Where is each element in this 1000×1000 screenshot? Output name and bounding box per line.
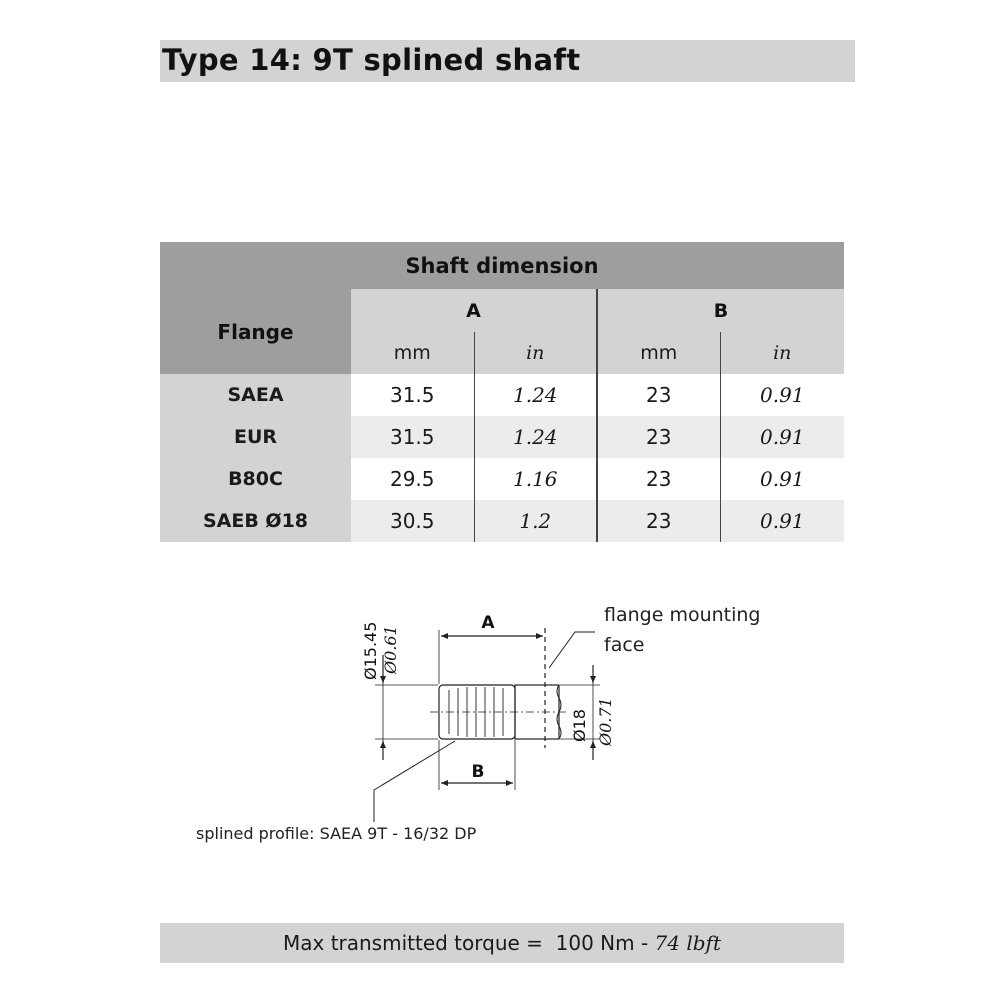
flange-leader — [549, 632, 595, 668]
torque-imperial: 74 lbft — [654, 931, 721, 955]
dia-outer-mm-label: Ø15.45 — [361, 621, 380, 680]
a-mm-cell: 31.5 — [351, 416, 474, 458]
a-mm-cell: 31.5 — [351, 374, 474, 416]
col-a-header: A — [351, 289, 597, 332]
a-in-cell: 1.24 — [474, 374, 597, 416]
table-caption: Shaft dimension — [160, 242, 844, 289]
unit-a-in: in — [474, 332, 597, 374]
b-in-cell: 0.91 — [720, 458, 844, 500]
unit-a-mm: mm — [351, 332, 474, 374]
flange-label-line2: face — [604, 634, 645, 656]
dia-inner-mm-label: Ø18 — [570, 709, 589, 742]
flange-cell: SAEA — [160, 374, 351, 416]
dim-b-label: B — [471, 762, 485, 782]
spline-profile-label: splined profile: SAEA 9T - 16/32 DP — [196, 824, 477, 843]
col-b-header: B — [597, 289, 844, 332]
a-in-cell: 1.2 — [474, 500, 597, 542]
b-in-cell: 0.91 — [720, 416, 844, 458]
b-mm-cell: 23 — [597, 374, 720, 416]
a-in-cell: 1.16 — [474, 458, 597, 500]
b-in-cell: 0.91 — [720, 500, 844, 542]
flange-cell: SAEB Ø18 — [160, 500, 351, 542]
flange-header: Flange — [160, 289, 351, 374]
dia-outer-in-label: Ø0.61 — [381, 625, 400, 674]
torque-text: Max transmitted torque = 100 Nm - — [282, 931, 655, 955]
flange-cell: EUR — [160, 416, 351, 458]
flange-label-line1: flange mounting — [604, 604, 761, 626]
dia-inner-in-label: Ø0.71 — [596, 697, 615, 746]
spline-leader — [374, 741, 455, 822]
a-mm-cell: 30.5 — [351, 500, 474, 542]
torque-bar — [160, 923, 844, 963]
b-mm-cell: 23 — [597, 500, 720, 542]
unit-b-mm: mm — [597, 332, 720, 374]
flange-cell: B80C — [160, 458, 351, 500]
a-mm-cell: 29.5 — [351, 458, 474, 500]
a-in-cell: 1.24 — [474, 416, 597, 458]
b-mm-cell: 23 — [597, 458, 720, 500]
b-mm-cell: 23 — [597, 416, 720, 458]
b-in-cell: 0.91 — [720, 374, 844, 416]
unit-b-in: in — [720, 332, 844, 374]
page-title: Type 14: 9T splined shaft — [162, 43, 581, 77]
dim-a-label: A — [481, 613, 495, 633]
